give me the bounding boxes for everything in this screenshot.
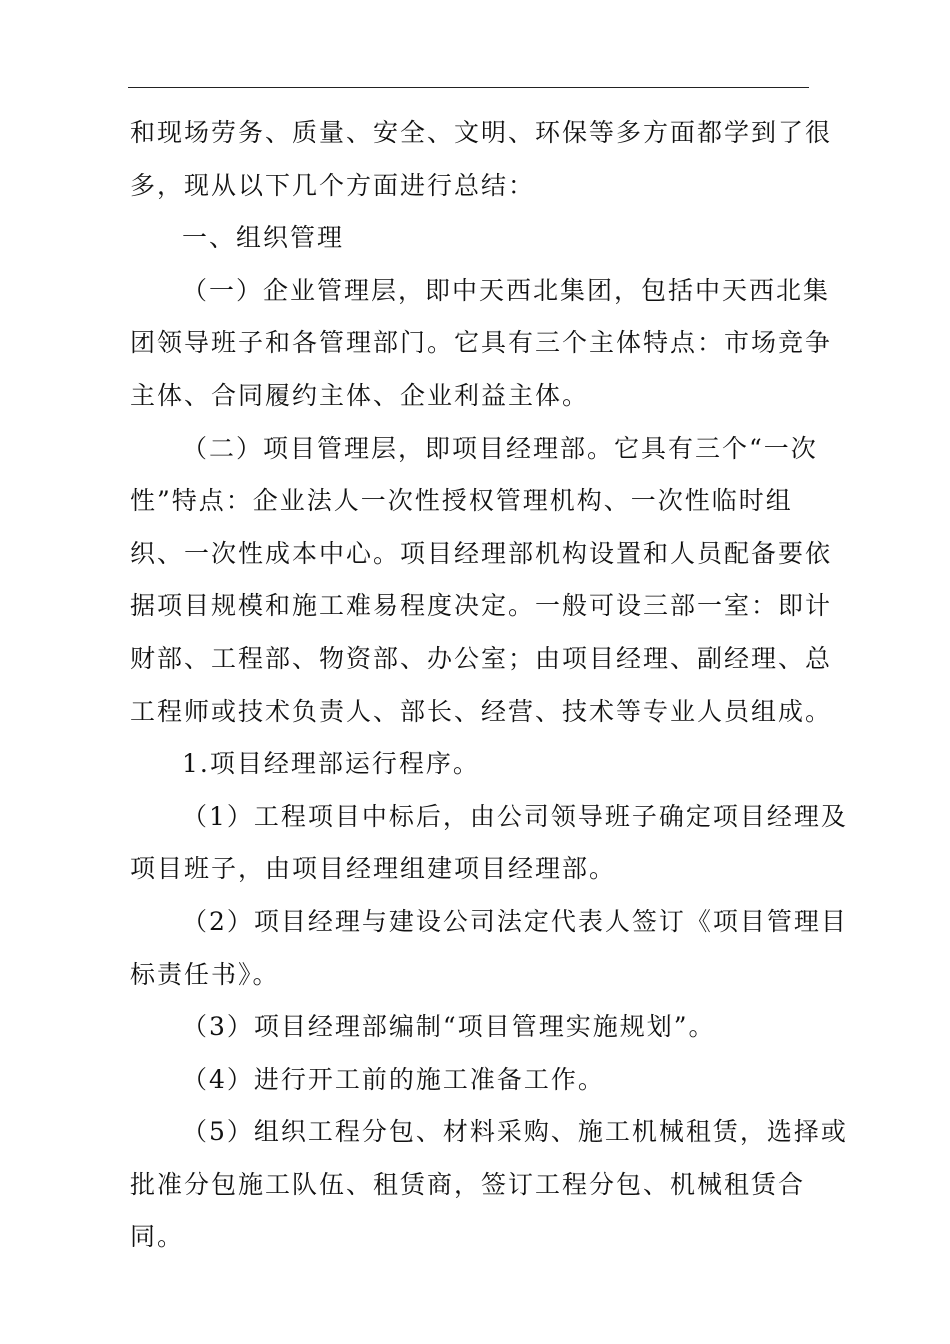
text-line: 据项目规模和施工难易程度决定。一般可设三部一室：即计	[130, 591, 833, 621]
text-line: 财部、工程部、物资部、办公室；由项目经理、副经理、总	[130, 643, 833, 673]
list-item: （1）工程项目中标后，由公司领导班子确定项目经理及	[182, 801, 848, 831]
text-line: 同。	[130, 1222, 185, 1252]
header-rule	[128, 87, 809, 88]
text-line: 标责任书》。	[130, 959, 280, 989]
text-line: （二）项目管理层，即项目经理部。它具有三个“一次	[182, 433, 818, 463]
text-line: 团领导班子和各管理部门。它具有三个主体特点：市场竞争	[130, 328, 833, 358]
text-line: 项目班子，由项目经理组建项目经理部。	[130, 854, 617, 884]
text-line: 批准分包施工队伍、租赁商，签订工程分包、机械租赁合	[130, 1169, 806, 1199]
document-body	[130, 113, 848, 1270]
text-line: 和现场劳务、质量、安全、文明、环保等多方面都学到了很	[130, 118, 833, 147]
text-line: 多，现从以下几个方面进行总结：	[130, 170, 536, 200]
list-item: （3）项目经理部编制“项目管理实施规划”。	[182, 1012, 716, 1042]
text-line: 主体、合同履约主体、企业利益主体。	[130, 380, 590, 410]
subsection-heading: 1.项目经理部运行程序。	[182, 749, 480, 779]
section-heading: 一、组织管理	[182, 223, 345, 253]
text-line: （一）企业管理层，即中天西北集团，包括中天西北集	[182, 275, 831, 305]
list-item: （5）组织工程分包、材料采购、施工机械租赁，选择或	[182, 1117, 848, 1147]
text-line: 织、一次性成本中心。项目经理部机构设置和人员配备要依	[130, 538, 833, 568]
list-item: （2）项目经理与建设公司法定代表人签订《项目管理目	[182, 906, 848, 936]
text-line: 性”特点：企业法人一次性授权管理机构、一次性临时组	[130, 486, 793, 516]
list-item: （4）进行开工前的施工准备工作。	[182, 1064, 605, 1094]
text-line: 工程师或技术负责人、部长、经营、技术等专业人员组成。	[130, 696, 833, 726]
